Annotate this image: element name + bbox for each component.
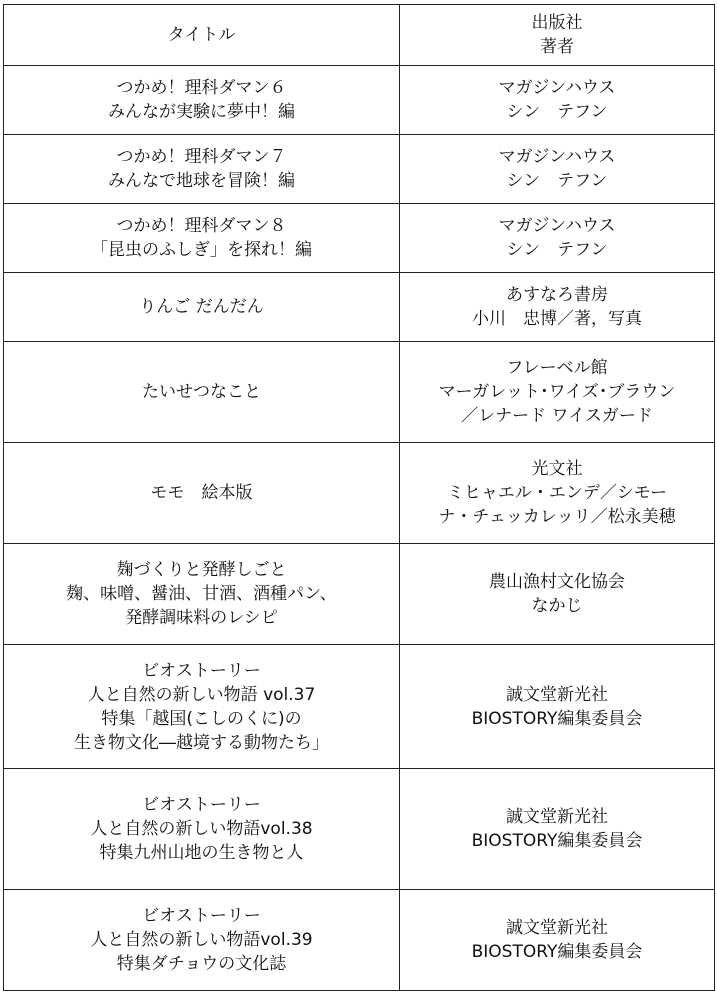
title-line: 特集九州山地の生き物と人 <box>99 843 304 863</box>
header-author-label: 著者 <box>540 37 574 57</box>
publisher-line: マガジンハウス <box>498 216 616 236</box>
title-cell <box>4 342 400 443</box>
publisher-line: 光文社 <box>531 459 583 479</box>
title-cell <box>4 890 400 991</box>
title-line: 生き物文化―越境する動物たち」 <box>74 732 329 753</box>
author-line: シン テフン <box>506 240 608 260</box>
book-list-table <box>3 4 715 991</box>
publisher-author-cell <box>400 66 715 135</box>
table-row <box>4 769 715 890</box>
table-row <box>4 544 715 645</box>
title-line: 人と自然の新しい物語vol.38 <box>90 819 313 839</box>
header-title-cell <box>4 5 400 66</box>
publisher-line: 誠文堂新光社 <box>506 684 608 705</box>
table-row <box>4 204 715 273</box>
author-line: ナ・チェッカレッリ／松永美穂 <box>438 507 676 527</box>
title-line: つかめ！理科ダマン７ <box>116 147 287 167</box>
table-row <box>4 273 715 342</box>
title-cell <box>4 66 400 135</box>
publisher-line: 誠文堂新光社 <box>506 918 608 938</box>
publisher-line: 農山漁村文化協会 <box>489 572 625 592</box>
title-line: 人と自然の新しい物語 vol.37 <box>87 684 316 705</box>
author-line: ミヒャエル・エンデ／シモー <box>446 483 668 503</box>
title-line: つかめ！理科ダマン６ <box>116 78 287 98</box>
title-line: ビオストーリー <box>142 660 261 681</box>
title-line: 人と自然の新しい物語vol.39 <box>90 930 313 950</box>
title-cell <box>4 769 400 890</box>
title-cell <box>4 135 400 204</box>
publisher-line: 誠文堂新光社 <box>506 807 608 827</box>
title-line: みんなが実験に夢中！編 <box>108 102 295 122</box>
publisher-author-cell <box>400 342 715 443</box>
publisher-author-cell <box>400 443 715 544</box>
table-row <box>4 443 715 544</box>
title-cell <box>4 645 400 769</box>
author-line: シン テフン <box>506 171 608 191</box>
author-line: BIOSTORY編集委員会 <box>471 708 643 729</box>
table-row <box>4 135 715 204</box>
title-line: りんご だんだん <box>139 297 264 317</box>
publisher-line: あすなろ書房 <box>506 285 608 305</box>
author-line: なかじ <box>531 596 583 616</box>
header-title-label: タイトル <box>167 25 236 45</box>
title-line: 麹、味噌、醤油、甘酒、酒種パン、 <box>66 584 337 604</box>
title-line: 「昆虫のふしぎ」を探れ！編 <box>91 240 312 260</box>
title-line: 麹づくりと発酵しごと <box>116 560 287 580</box>
publisher-line: マガジンハウス <box>498 147 616 167</box>
publisher-author-cell <box>400 769 715 890</box>
author-line: 小川 忠博／著，写真 <box>472 309 642 329</box>
table-header-row <box>4 5 715 66</box>
publisher-author-cell <box>400 135 715 204</box>
publisher-author-cell <box>400 645 715 769</box>
title-line: ビオストーリー <box>142 906 261 926</box>
title-cell <box>4 544 400 645</box>
title-line: たいせつなこと <box>142 382 261 402</box>
publisher-author-cell <box>400 273 715 342</box>
title-line: つかめ！理科ダマン８ <box>116 216 287 236</box>
title-line: みんなで地球を冒険！編 <box>108 171 295 191</box>
table-row <box>4 66 715 135</box>
title-cell <box>4 443 400 544</box>
author-line: BIOSTORY編集委員会 <box>471 831 643 851</box>
table-row <box>4 890 715 991</box>
author-line: ／レナード ワイスガード <box>461 406 653 426</box>
title-cell <box>4 204 400 273</box>
header-publisher-label: 出版社 <box>531 13 583 33</box>
title-line: 特集ダチョウの文化誌 <box>116 954 287 974</box>
title-line: ビオストーリー <box>142 795 261 815</box>
publisher-line: マガジンハウス <box>498 78 616 98</box>
author-line: マーガレット･ワイズ･ブラウン <box>438 382 676 402</box>
title-line: 発酵調味料のレシピ <box>125 608 278 628</box>
table-body <box>4 66 715 991</box>
author-line: シン テフン <box>506 102 608 122</box>
title-cell <box>4 273 400 342</box>
author-line: BIOSTORY編集委員会 <box>471 942 643 962</box>
title-line: モモ 絵本版 <box>150 483 253 503</box>
table-row <box>4 342 715 443</box>
publisher-author-cell <box>400 890 715 991</box>
publisher-line: フレーベル館 <box>506 358 608 378</box>
header-publisher-author-cell <box>400 5 715 66</box>
publisher-author-cell <box>400 544 715 645</box>
title-line: 特集「越国(こしのくに)の <box>101 708 302 729</box>
publisher-author-cell <box>400 204 715 273</box>
table-row <box>4 645 715 769</box>
